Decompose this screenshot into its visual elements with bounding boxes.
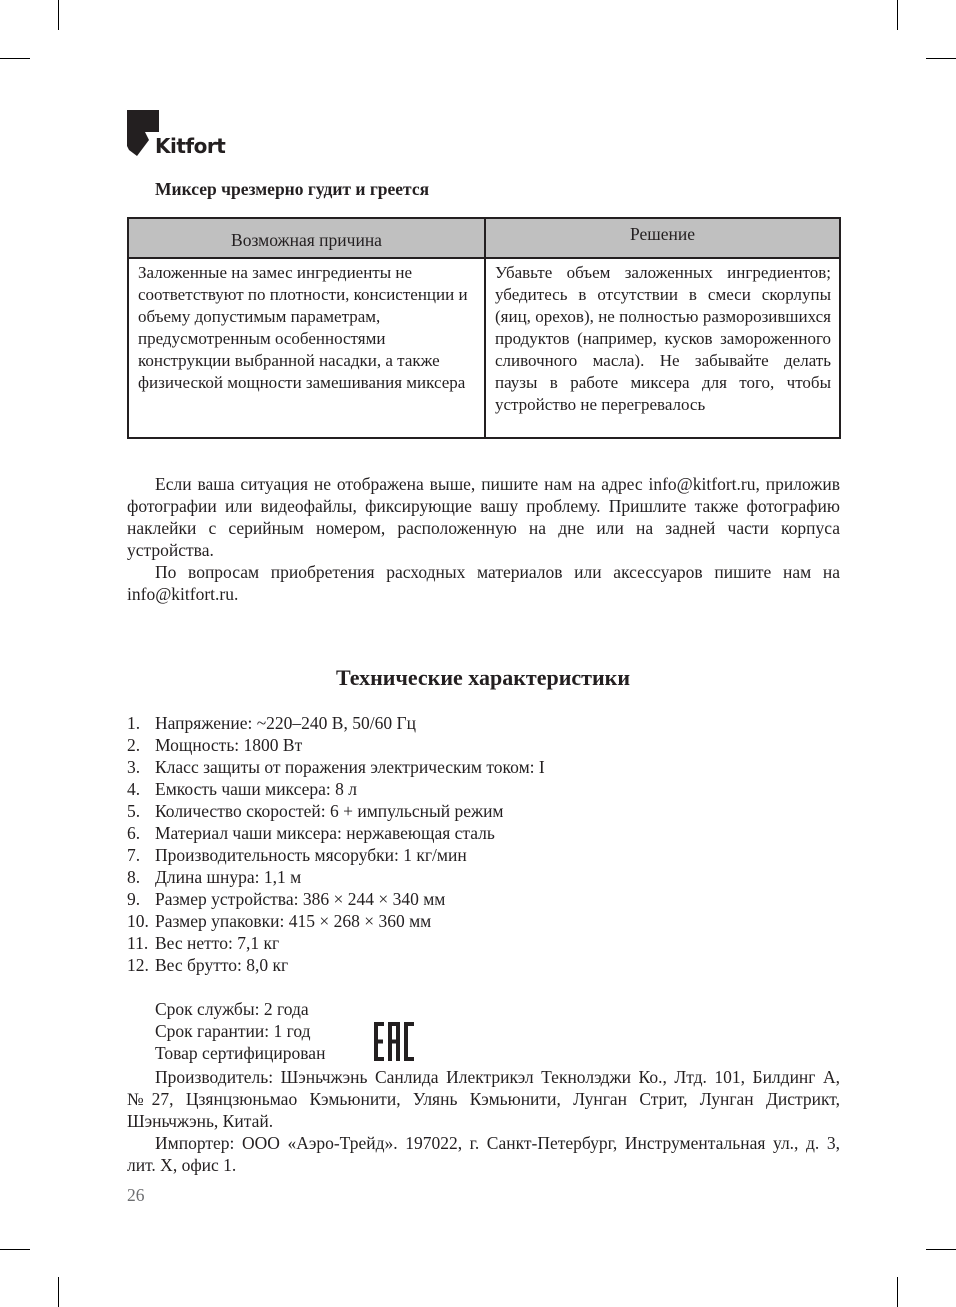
- spec-item: 5. Количество скоростей: 6 + импульсный режим: [127, 801, 504, 821]
- crop-mark-top-right-horizontal: [926, 58, 956, 59]
- brand-logo: [127, 110, 237, 160]
- spec-item: 4. Емкость чаши миксера: 8 л: [127, 779, 357, 799]
- spec-item: 12. Вес брутто: 8,0 кг: [127, 955, 289, 975]
- spec-item: 2. Мощность: 1800 Вт: [127, 735, 303, 755]
- specs-title: Технические характеристики: [335, 665, 631, 690]
- solution-cell: Убавьте объем заложенных ингредиентов; убедитесь в отсутствии в смеси скорлупы (яиц, орехов), не полностью разморозившихся продуктов (например, кусков замороженного сливочного масла). Не забывайте делать паузы в работе миксера для того, чтобы устройство не перегревалось: [485, 258, 840, 438]
- eac-mark-icon: [374, 1022, 414, 1061]
- certification-note: Товар сертифицирован: [155, 1043, 326, 1063]
- crop-mark-bottom-right-vertical: [897, 1277, 898, 1307]
- spec-item: 10. Размер упаковки: 415 × 268 × 360 мм: [127, 911, 432, 931]
- crop-mark-bottom-left-vertical: [58, 1277, 59, 1307]
- spec-item: 1. Напряжение: ~220–240 В, 50/60 Гц: [127, 713, 416, 733]
- service-life: Срок службы: 2 года: [155, 999, 309, 1019]
- specs-list: [127, 712, 545, 976]
- legal-section: [127, 1066, 840, 1176]
- spec-item: 11. Вес нетто: 7,1 кг: [127, 933, 280, 953]
- troubleshooting-table: [127, 217, 841, 439]
- column-header-solution: Решение: [485, 218, 840, 258]
- service-info: [155, 998, 325, 1064]
- contact-section: [127, 473, 840, 605]
- spec-item: 6. Материал чаши миксера: нержавеющая сталь: [127, 823, 495, 843]
- accessories-paragraph: По вопросам приобретения расходных материалов или аксессуаров пишите нам на info@kitfort.ru.: [127, 562, 840, 604]
- warranty-period: Срок гарантии: 1 год: [155, 1021, 311, 1041]
- brand-name: Kitfort: [155, 134, 226, 158]
- spec-item: 8. Длина шнура: 1,1 м: [127, 867, 302, 887]
- spec-item: 7. Производительность мясорубки: 1 кг/мин: [127, 845, 467, 865]
- spec-item: 9. Размер устройства: 386 × 244 × 340 мм: [127, 889, 446, 909]
- importer-info: Импортер: ООО «Аэро-Трейд». 197022, г. Санкт-Петербург, Инструментальная ул., д. 3, лит. Х, офис 1.: [127, 1133, 840, 1175]
- troubleshooting-subheading: Миксер чрезмерно гудит и греется: [155, 179, 430, 199]
- table-header-row: [128, 218, 840, 258]
- manufacturer-info: Производитель: Шэньчжэнь Санлида Илектрикэл Текнолэджи Ко., Лтд. 101, Билдинг А, №27, Цзянцзюньмао Кэмьюнити, Улянь Кэмьюнити, Лунган Стрит, Лунган Дистрикт, Шэньчжэнь, Китай.: [127, 1067, 840, 1131]
- crop-mark-bottom-right-horizontal: [926, 1249, 956, 1250]
- crop-mark-bottom-left-horizontal: [0, 1249, 30, 1250]
- crop-mark-top-left-vertical: [58, 0, 59, 30]
- column-header-cause: Возможная причина: [128, 218, 485, 258]
- contact-paragraph: Если ваша ситуация не отображена выше, пишите нам на адрес info@kitfort.ru, приложив фотографии или видеофайлы, фиксирующие вашу проблему. Пришлите также фотографию наклейки с серийным номером, расположенную на дне или на задней части корпуса устройства.: [127, 474, 840, 560]
- crop-mark-top-left-horizontal: [0, 58, 30, 59]
- spec-item: 3. Класс защиты от поражения электрическим током: I: [127, 757, 545, 777]
- crop-mark-top-right-vertical: [897, 0, 898, 30]
- page-number: 26: [127, 1185, 145, 1205]
- table-row: [128, 258, 840, 438]
- cause-cell: Заложенные на замес ингредиенты не соответствуют по плотности, консистенции и объему допустимым параметрам, предусмотренным особенностями конструкции выбранной насадки, а также физической мощности замешивания миксера: [128, 258, 485, 438]
